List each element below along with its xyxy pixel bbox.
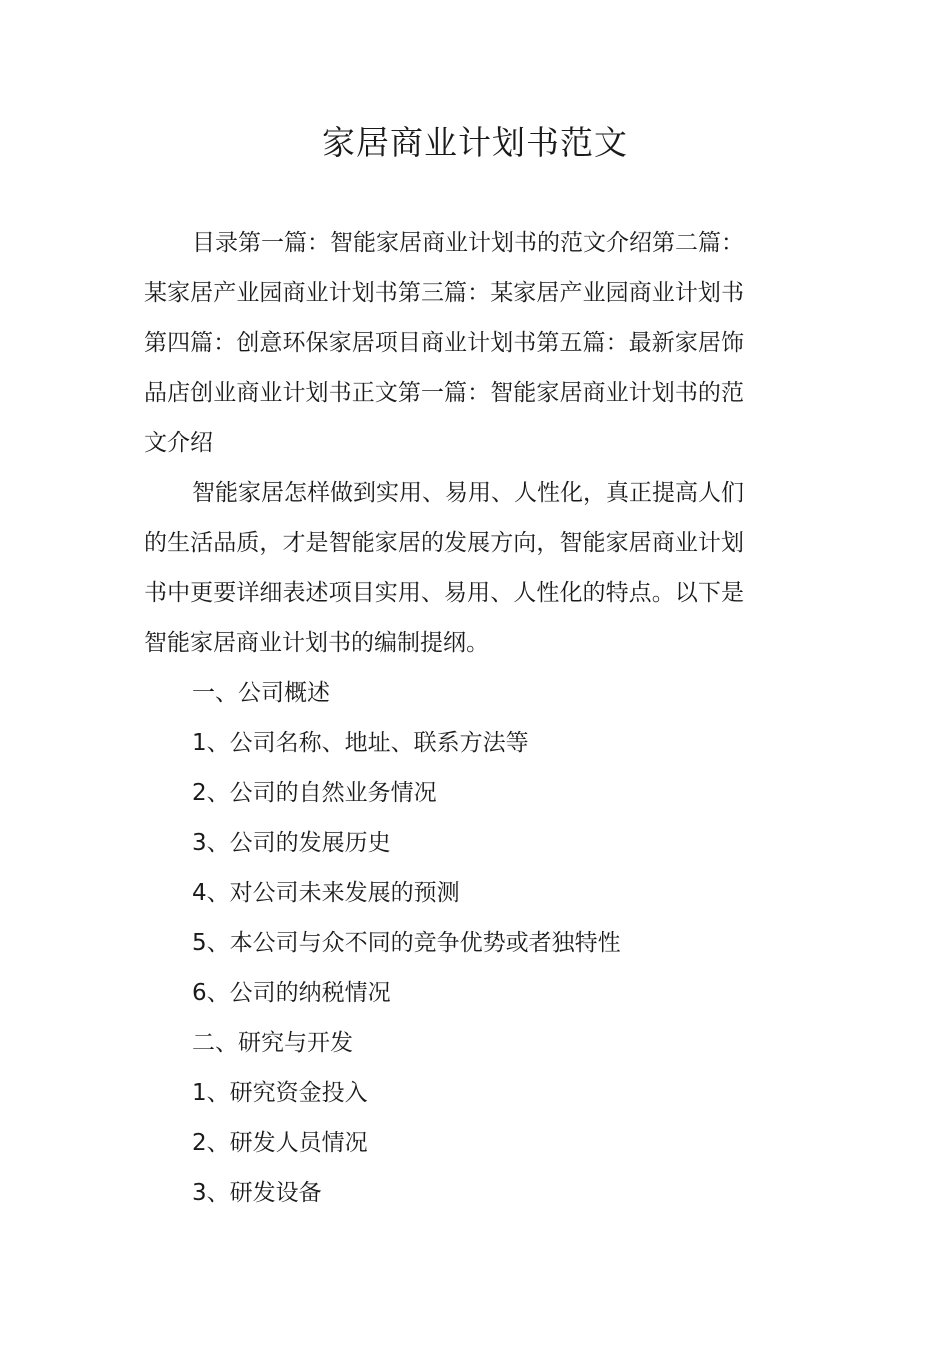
outline-item: 1、公司名称、地址、联系方法等 <box>192 730 529 756</box>
outline-item: 2、研发人员情况 <box>192 1130 368 1156</box>
outline-item: 5、本公司与众不同的竞争优势或者独特性 <box>192 930 621 956</box>
outline-heading-company-overview: 一、公司概述 <box>192 680 330 706</box>
outline-item: 3、公司的发展历史 <box>192 830 391 856</box>
outline-item: 1、研究资金投入 <box>192 1080 368 1106</box>
document-body <box>144 218 744 1218</box>
outline-item: 2、公司的自然业务情况 <box>192 780 437 806</box>
document-title: 家居商业计划书范文 <box>322 123 628 162</box>
table-of-contents-paragraph: 目录第一篇：智能家居商业计划书的范文介绍第二篇：某家居产业园商业计划书第三篇：某家居产业园商业计划书第四篇：创意环保家居项目商业计划书第五篇：最新家居饰品店创业商业计划书正文第一篇：智能家居商业计划书的范文介绍 <box>144 230 744 456</box>
outline-item: 6、公司的纳税情况 <box>192 980 391 1006</box>
intro-paragraph: 智能家居怎样做到实用、易用、人性化，真正提高人们的生活品质，才是智能家居的发展方向，智能家居商业计划书中更要详细表述项目实用、易用、人性化的特点。以下是智能家居商业计划书的编制提纲。 <box>144 480 744 656</box>
outline-item: 4、对公司未来发展的预测 <box>192 880 460 906</box>
outline-heading-research-development: 二、研究与开发 <box>192 1030 353 1056</box>
outline-item: 3、研发设备 <box>192 1180 322 1206</box>
